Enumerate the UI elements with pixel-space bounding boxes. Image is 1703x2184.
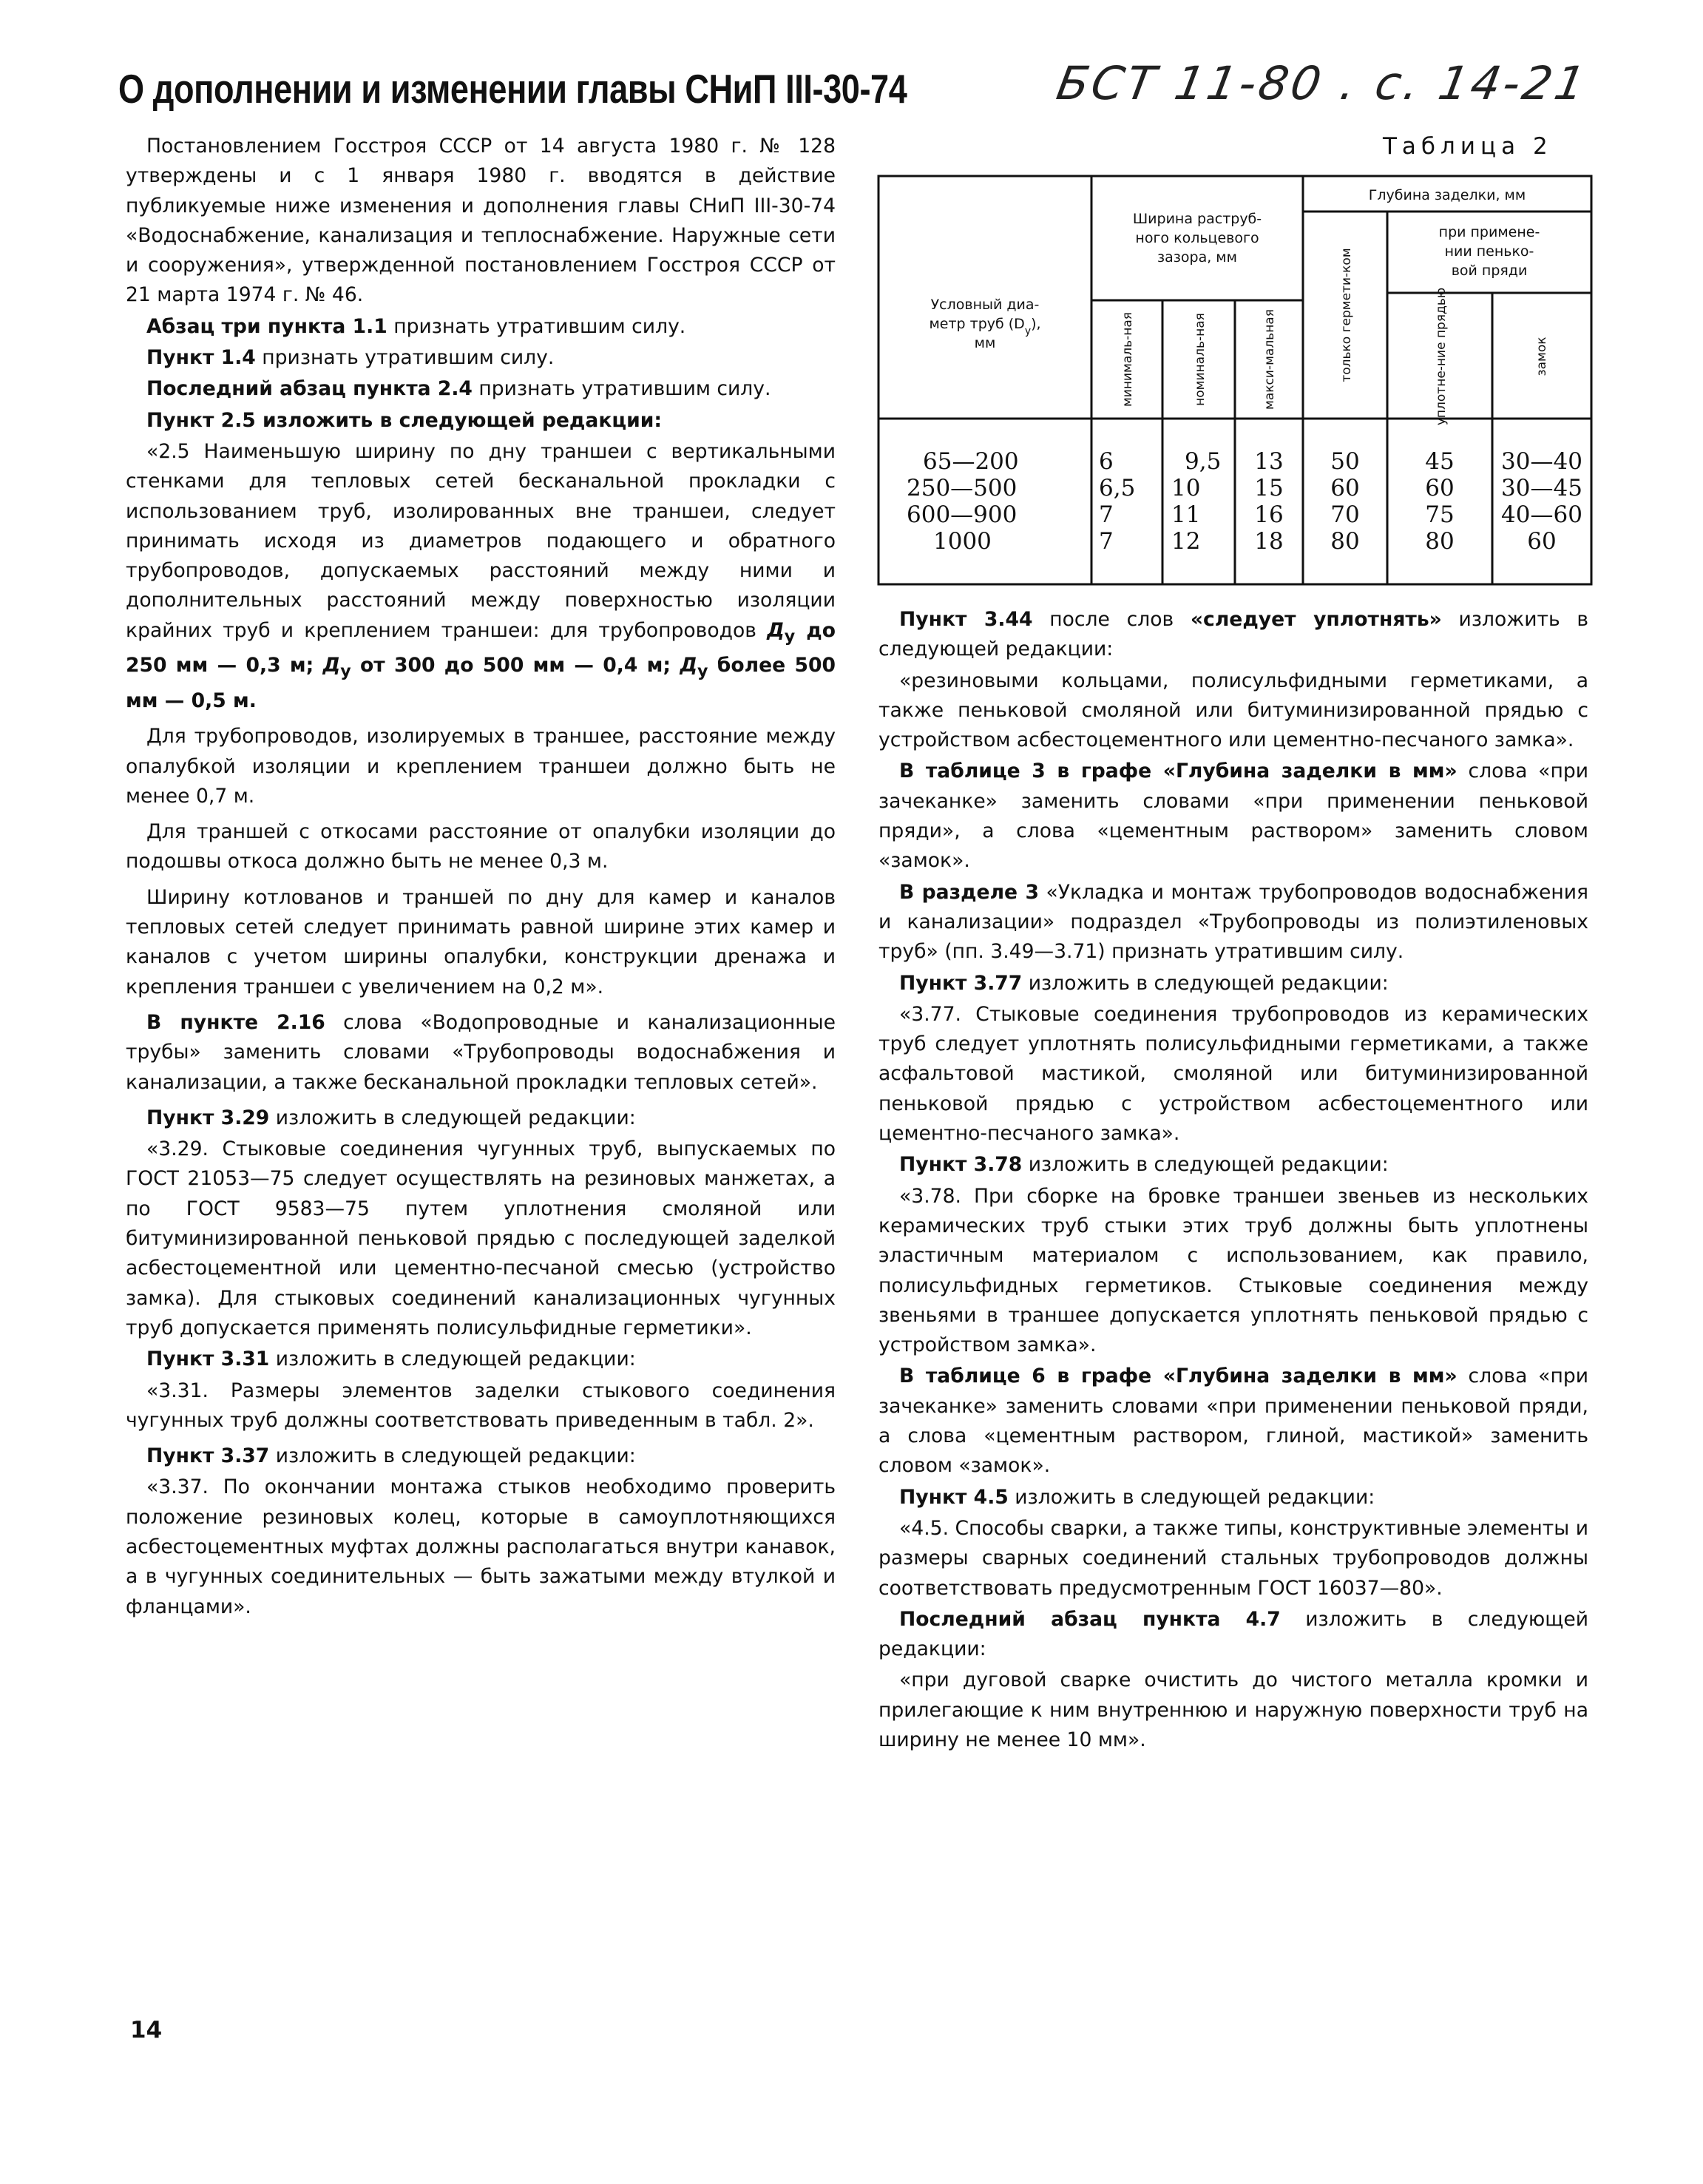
paragraph-clause-3-31-text: «3.31. Размеры элементов заделки стыкового соединения чугунных труб должны соответствовать приведенным в табл. 2». (126, 1379, 836, 1432)
header-hemp-line3: вой пряди (1451, 263, 1528, 279)
header-width-line3: зазора, мм (1157, 249, 1237, 266)
paragraph-clause-3-78-text: «3.78. При сборке на бровке траншеи звеньев из нескольких керамических труб стыки этих труб должны быть уплотнены эластичным материалом с использованием, как правило, полисульфидных герметиков. Стыковые соединения между звеньями в траншее допускается уплотнять пеньковой прядью с устройством замка». (878, 1184, 1588, 1357)
clause-ref: В пункте 2.16 (146, 1010, 325, 1034)
cell-sealant: 70 (1330, 501, 1360, 528)
header-diameter-line1: Условный диа- (930, 297, 1040, 313)
cell-max: 13 (1254, 448, 1284, 475)
header-lock: замок (1534, 337, 1549, 376)
paragraph-clause-1-1: Абзац три пункта 1.1 признать утратившим силу. (146, 314, 686, 338)
table-2-grid (877, 175, 1593, 586)
clause-ref: Последний абзац пункта 4.7 (899, 1607, 1281, 1631)
header-hemp-seal: уплотне-ние прядью (1434, 287, 1449, 426)
cell-min: 7 (1099, 528, 1114, 555)
clause-ref: Пункт 2.5 изложить в следующей редакции: (146, 408, 662, 432)
header-diameter-line2: метр труб $(D_у)$, (929, 316, 1041, 337)
paragraph-clause-3-78-heading: Пункт 3.78 изложить в следующей редакции: (899, 1153, 1389, 1177)
paragraph-section-3: В разделе 3 «Укладка и монтаж трубопроводов водоснабжения и канализации» подраздел «Трубопроводы из полиэтиленовых труб» (пп. 3.49—3.71) признать утратившим силу. (878, 880, 1588, 964)
cell-sealant: 50 (1330, 448, 1360, 475)
header-width-line2: ного кольцевого (1135, 230, 1259, 246)
paragraph-clause-3-31-heading: Пункт 3.31 изложить в следующей редакции: (146, 1348, 636, 1371)
clause-ref: Пункт 3.77 (899, 971, 1023, 995)
cell-max: 16 (1254, 501, 1284, 528)
clause-ref: Пункт 1.4 (146, 346, 256, 370)
paragraph-clause-1-4: Пункт 1.4 признать утратившим силу. (146, 346, 555, 370)
page-number: 14 (130, 2017, 163, 2043)
cell-diameter: 65—200 (923, 448, 1019, 475)
cell-seal: 80 (1425, 528, 1455, 555)
cell-lock: 30—45 (1501, 475, 1582, 501)
paragraph-clause-2-5-heading (126, 406, 836, 436)
table-caption: Таблица 2 (1383, 133, 1553, 160)
header-max: макси-мальная (1262, 309, 1277, 410)
clause-ref: Пункт 3.37 (146, 1444, 270, 1468)
header-hemp-line2: нии пенько- (1444, 243, 1534, 260)
paragraph-clause-3-37-heading: Пункт 3.37 изложить в следующей редакции: (146, 1444, 636, 1468)
paragraph-clause-3-77-heading: Пункт 3.77 изложить в следующей редакции: (899, 971, 1389, 995)
header-min: минималь-ная (1120, 311, 1135, 408)
cell-lock: 60 (1527, 528, 1557, 555)
table-body (907, 448, 1582, 555)
header-depth: Глубина заделки, мм (1368, 187, 1526, 203)
cell-diameter: 600—900 (907, 501, 1018, 528)
header-width-line1: Ширина раструб- (1132, 211, 1262, 227)
cell-min: 6 (1099, 448, 1114, 475)
cell-lock: 30—40 (1501, 448, 1582, 475)
cell-max: 15 (1254, 475, 1284, 501)
paragraph-clause-4-7-text: «при дуговой сварке очистить до чистого металла кромки и прилегающие к ним внутреннюю и наружную поверхности труб на ширину не менее 10 мм». (878, 1669, 1588, 1751)
clause-ref: Пункт 3.31 (146, 1348, 270, 1371)
paragraph-table-3: В таблице 3 в графе «Глубина заделки в мм» слова «при зачеканке» заменить словами «при применении пеньковой пряди», а слова «цементным раствором» заменить словом «замок». (878, 760, 1589, 873)
paragraph-slopes: Для траншей с откосами расстояние от опалубки изоляции до подошвы откоса должно быть не менее 0,3 м. (126, 820, 836, 873)
cell-seal: 60 (1425, 475, 1455, 501)
clause-ref: В таблице 6 в графе «Глубина заделки в мм» (899, 1365, 1457, 1388)
paragraph-clause-4-5-heading: Пункт 4.5 изложить в следующей редакции: (899, 1485, 1375, 1509)
cell-seal: 75 (1425, 501, 1455, 528)
clause-ref: Пункт 4.5 (899, 1485, 1009, 1509)
clause-ref: Последний абзац пункта 2.4 (146, 377, 473, 401)
cell-nom: 12 (1171, 528, 1201, 555)
cell-sealant: 80 (1330, 528, 1360, 555)
paragraph-clause-3-44: Пункт 3.44 после слов «следует уплотнять» изложить в следующей редакции: (878, 608, 1589, 661)
cell-diameter: 250—500 (907, 475, 1018, 501)
cell-diameter: 1000 (933, 528, 992, 555)
clause-ref: Пункт 3.44 (899, 608, 1033, 631)
intro-paragraph: Постановлением Госстроя СССР от 14 августа 1980 г. № 128 утверждены и с 1 января 1980 г. вводятся в действие публикуемые ниже изменения и дополнения главы СНиП III-30-74 «Водоснабжение, канализация и теплоснабжение. Наружные сети и сооружения», утвержденной постановлением Госстроя СССР от 21 марта 1974 г. № 46. (126, 135, 836, 307)
cell-min: 6,5 (1099, 475, 1136, 501)
header-diameter-line3: мм (974, 335, 996, 351)
paragraph-pits-width: Ширину котлованов и траншей по дну для камер и каналов тепловых сетей следует принимать равной ширине этих камер и каналов с учетом ширины опалубки, конструкции дренажа и крепления траншеи с увеличением на 0,2 м». (126, 885, 836, 998)
cell-nom: 9,5 (1185, 448, 1222, 475)
paragraph-clause-2-4: Последний абзац пункта 2.4 признать утратившим силу. (146, 377, 771, 401)
paragraph-clause-3-37-text: «3.37. По окончании монтажа стыков необходимо проверить положение резиновых колец, которые в самоуплотняющихся асбестоцементных муфтах должны располагаться внутри канавок, а в чугунных соединительных — быть зажатыми между втулкой и фланцами». (126, 1475, 836, 1618)
clause-ref: В разделе 3 (899, 880, 1039, 904)
header-hemp-line1: при примене- (1438, 224, 1540, 240)
paragraph-table-6: В таблице 6 в графе «Глубина заделки в мм» слова «при зачеканке» заменить словами «при применении пеньковой пряди, а слова «цементным раствором, глиной, мастикой» заменить словом «замок». (878, 1365, 1589, 1478)
cell-nom: 11 (1171, 501, 1201, 528)
cell-lock: 40—60 (1501, 501, 1582, 528)
handwritten-annotation: БСТ 11-80 . с. 14-21 (1052, 56, 1592, 110)
left-column (126, 132, 836, 1623)
page-title: О дополнении и изменении главы СНиП III-30-74 (118, 66, 907, 112)
paragraph-clause-2-5-text: «2.5 Наименьшую ширину по дну траншеи с вертикальными стенками для тепловых сетей бесканальной прокладки с использованием труб, изолированных вне траншеи, следует принимать исходя из диаметров подающего и обратного трубопроводов, допускаемых расстояний между ними и дополнительных расстояний между поверхностью изоляции крайних труб и креплением траншеи: для трубопроводов $Д_у$ до 250 мм — 0,3 м; $Д_у$ от 300 до 500 мм — 0,4 м; $Д_у$ более 500 мм — 0,5 м. (126, 439, 836, 712)
paragraph-clause-3-29-text: «3.29. Стыковые соединения чугунных труб, выпускаемых по ГОСТ 21053—75 следует осуществлять на резиновых манжетах, а по ГОСТ 9583—75 путем уплотнения смоляной или битуминизированной пеньковой прядью с последующей заделкой асбестоцементной или цементно-песчаной смесью (устройство замка). Для стыковых соединений канализационных чугунных труб допускается применять полисульфидные герметики». (126, 1137, 836, 1339)
clause-ref: В таблице 3 в графе «Глубина заделки в мм» (899, 760, 1457, 783)
clause-ref: Пункт 3.29 (146, 1106, 270, 1129)
paragraph-clause-4-7-heading: Последний абзац пункта 4.7 изложить в следующей редакции: (878, 1607, 1588, 1661)
header-nom: номиналь-ная (1193, 313, 1208, 406)
cell-sealant: 60 (1330, 475, 1360, 501)
paragraph-clause-2-16: В пункте 2.16 слова «Водопроводные и канализационные трубы» заменить словами «Трубопроводы водоснабжения и канализации, а также бесканальной прокладки тепловых сетей». (126, 1010, 836, 1094)
clause-ref: Пункт 3.78 (899, 1153, 1023, 1177)
right-column (878, 605, 1588, 1757)
paragraph-clause-3-29-heading: Пункт 3.29 изложить в следующей редакции: (146, 1106, 636, 1129)
paragraph-insulation-distance: Для трубопроводов, изолируемых в траншее, расстояние между опалубкой изоляции и креплением траншеи должно быть не менее 0,7 м. (126, 725, 836, 808)
paragraph-clause-4-5-text: «4.5. Способы сварки, а также типы, конструктивные элементы и размеры сварных соединений стальных трубопроводов должны соответствовать предусмотренным ГОСТ 16037—80». (878, 1516, 1588, 1600)
cell-nom: 10 (1171, 475, 1201, 501)
table-2 (877, 175, 1593, 586)
header-sealant-only: только гермети-ком (1339, 248, 1354, 382)
cell-max: 18 (1254, 528, 1284, 555)
clause-ref: Абзац три пункта 1.1 (146, 314, 387, 338)
paragraph-clause-3-44-text: «резиновыми кольцами, полисульфидными герметиками, а также пеньковой смоляной или битуминизированной прядью с устройством асбестоцементного или цементно-песчаного замка». (878, 669, 1588, 752)
cell-seal: 45 (1425, 448, 1455, 475)
paragraph-clause-3-77-text: «3.77. Стыковые соединения трубопроводов из керамических труб следует уплотнять полисульфидными герметиками, а также асфальтовой мастикой, смоляной или битуминизированной пеньковой прядью с устройством асбестоцементного или цементно-песчаного замка». (878, 1002, 1588, 1146)
cell-min: 7 (1099, 501, 1114, 528)
